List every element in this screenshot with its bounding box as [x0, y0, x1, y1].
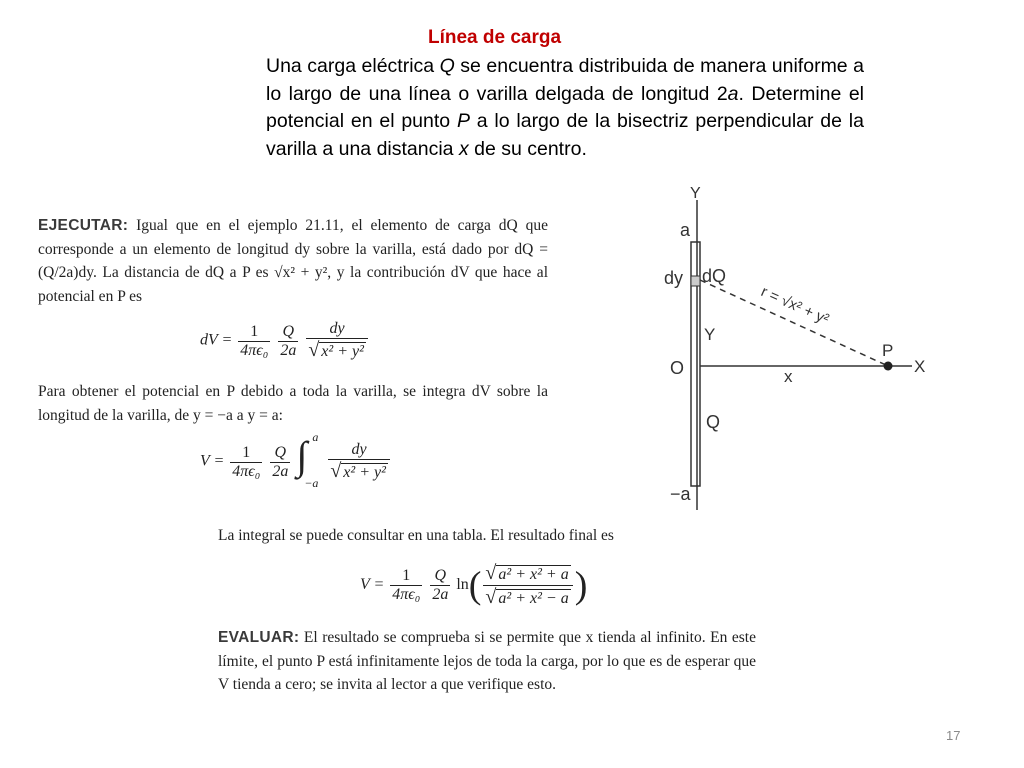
- r-dashed-line: [700, 280, 888, 366]
- label-r: r = √x² + y²: [758, 283, 832, 329]
- ejecutar-paragraph: EJECUTAR: Igual que en el ejemplo 21.11, el elemento de carga dQ que corresponde a un elemento de longitud dy sobre la varilla, está dado por dQ = (Q/2a)dy. La distancia de dQ a P es √x² + y², y la contribución dV que hace al potencial en P es: [38, 217, 548, 305]
- integrate-paragraph: Para obtener el potencial en P debido a toda la varilla, se integra dV sobre la longitud de la varilla, de y = −a a y = a:: [38, 383, 548, 424]
- y-axis-label: Y: [690, 185, 701, 202]
- label-origin: O: [670, 358, 685, 378]
- label-dy: dy: [664, 268, 684, 288]
- label-x-axis: X: [914, 357, 926, 376]
- label-Q: Q: [706, 412, 721, 432]
- label-a-bottom: −a: [670, 484, 691, 504]
- equation-V-final: V = $\frac{1}{\text{4πϵ₀}}$ $\frac{Q}{2a}$ ln( $\frac{\text{√ a² + x² + a}}{\text{√ a² + x² − a}}$ ): [360, 562, 588, 608]
- charged-rod-diagram: [650, 180, 950, 520]
- label-P: P: [882, 341, 894, 360]
- page-number: 17: [946, 728, 961, 743]
- label-x-segment: x: [784, 367, 793, 386]
- slide-title: Línea de carga: [428, 27, 562, 48]
- result-intro: La integral se puede consultar en una tabla. El resultado final es: [218, 527, 614, 544]
- dq-element: [691, 276, 700, 286]
- equation-V-integral: V = $\frac{1}{\text{4πϵ₀}}$ $\frac{Q}{2a}$ ∫ a −a $\frac{dy}{\text{√ x² + y²}}$: [200, 436, 392, 488]
- label-y-segment: Y: [704, 325, 716, 344]
- equation-dV: dV = $\frac{1}{\text{4πϵ₀}}$ $\frac{Q}{2a}$ $\frac{dy}{\text{√ x² + y²}}$: [200, 320, 370, 362]
- point-P: [884, 362, 893, 371]
- label-a-top: a: [680, 220, 691, 240]
- ejecutar-label: EJECUTAR:: [38, 217, 129, 234]
- problem-statement: Una carga eléctrica Q se encuentra distribuida de manera uniforme a lo largo de una línea o varilla delgada de longitud 2a. Determine el potencial en el punto P a lo largo de la bisectriz perpendicular de la varilla a una distancia x de su centro.: [266, 55, 864, 160]
- evaluar-label: EVALUAR:: [218, 629, 300, 646]
- evaluar-paragraph: EVALUAR: El resultado se comprueba si se permite que x tienda al infinito. En este límite, el punto P está infinitamente lejos de toda la carga, por lo que es de esperar que V tienda a cero; se invita al lector a que verifique esto.: [218, 629, 756, 693]
- label-dQ: dQ: [702, 266, 727, 286]
